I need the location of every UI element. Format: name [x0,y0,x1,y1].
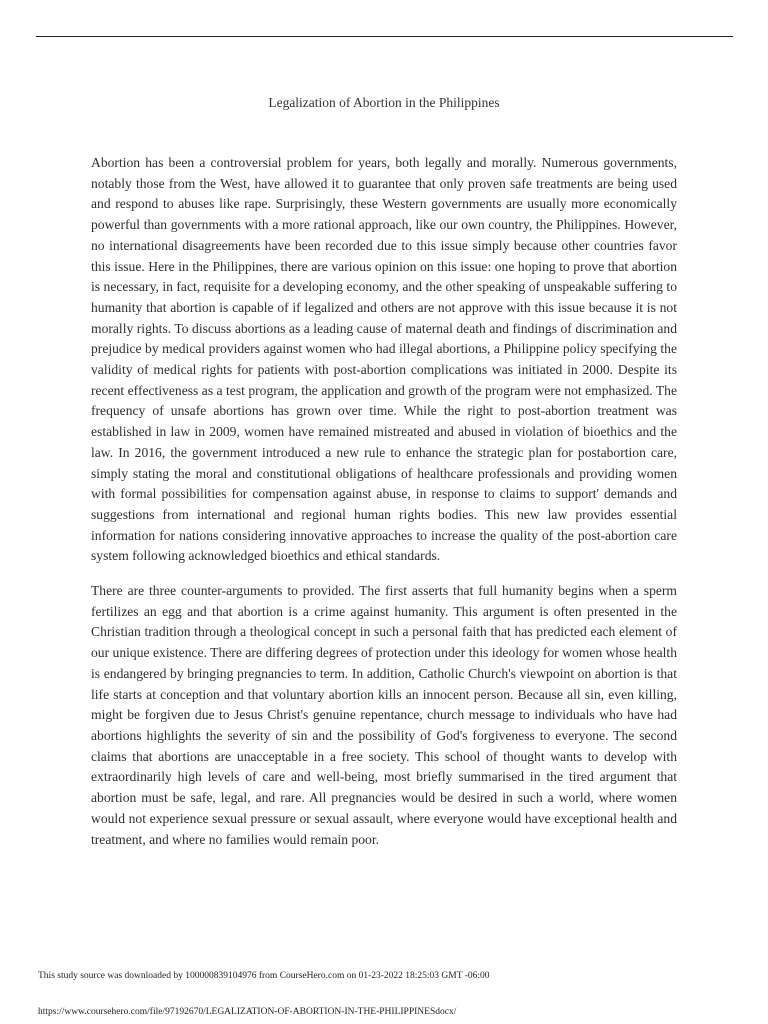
download-source-note: This study source was downloaded by 100000839104976 from CourseHero.com on 01-23-2022 18:25:03 GMT -06:00 [38,971,490,981]
paragraph-counter-arguments: There are three counter-arguments to provided. The first asserts that full humanity begins when a sperm fertilizes an egg and that abortion is a crime against humanity. This argument is often presented in the Christian tradition through a theological concept in such a personal faith that has predicted each element of our unique existence. There are differing degrees of protection under this ideology for women whose health is endangered by bringing pregnancies to term. In addition, Catholic Church's viewpoint on abortion is that life starts at conception and that voluntary abortion kills an innocent person. Because all sin, even killing, might be forgiven due to Jesus Christ's genuine repentance, church message to individuals who have had abortions highlights the severity of sin and the possibility of God's forgiveness to everyone. The second claims that abortions are unacceptable in a free society. This school of thought wants to develop with extraordinarily high levels of care and well-being, most briefly summarised in the tired argument that abortion must be safe, legal, and rare. All pregnancies would be desired in such a world, where women would not experience sexual pressure or sexual assault, where everyone would have exceptional health and treatment, and where no families would remain poor. [91,583,677,847]
header-divider [36,36,733,37]
source-url[interactable]: https://www.coursehero.com/file/97192670/LEGALIZATION-OF-ABORTION-IN-THE-PHILIPPINESdocx/ [38,1007,457,1017]
paragraph-introduction: Abortion has been a controversial problem for years, both legally and morally. Numerous governments, notably those from the West, have allowed it to guarantee that only proven safe treatments are being used and respond to abuses like rape. Surprisingly, these Western governments are usually more economically powerful than governments with a more rational approach, like our own country, the Philippines. However, no international disagreements have been recorded due to this issue simply because other countries favor this issue. Here in the Philippines, there are various opinion on this issue: one hoping to prove that abortion is necessary, in fact, requisite for a developing economy, and the other speaking of unspeakable suffering to humanity that abortion is capable of if legalized and others are not approve with this issue because it is not morally rights. To discuss abortions as a leading cause of maternal death and findings of discrimination and prejudice by medical providers against women who had illegal abortions, a Philippine policy specifying the validity of medical rights for patients with post-abortion complications was initiated in 2000. Despite its recent effectiveness as a test program, the application and growth of the program were not emphasized. The frequency of unsafe abortions has grown over time. While the right to post-abortion treatment was established in law in 2009, women have remained mistreated and abused in violation of bioethics and the law. In 2016, the government introduced a new rule to enhance the strategic plan for postabortion care, simply stating the moral and constitutional obligations of healthcare professionals and providing women with formal possibilities for compensation against abuse, in response to claims to support' demands and suggestions from international and regional human rights bodies. This new law provides essential information for nations considering innovative approaches to increase the quality of the post-abortion care system following acknowledged bioethics and ethical standards. [91,155,677,564]
document-title: Legalization of Abortion in the Philippines [268,95,500,110]
document-body [91,153,677,864]
